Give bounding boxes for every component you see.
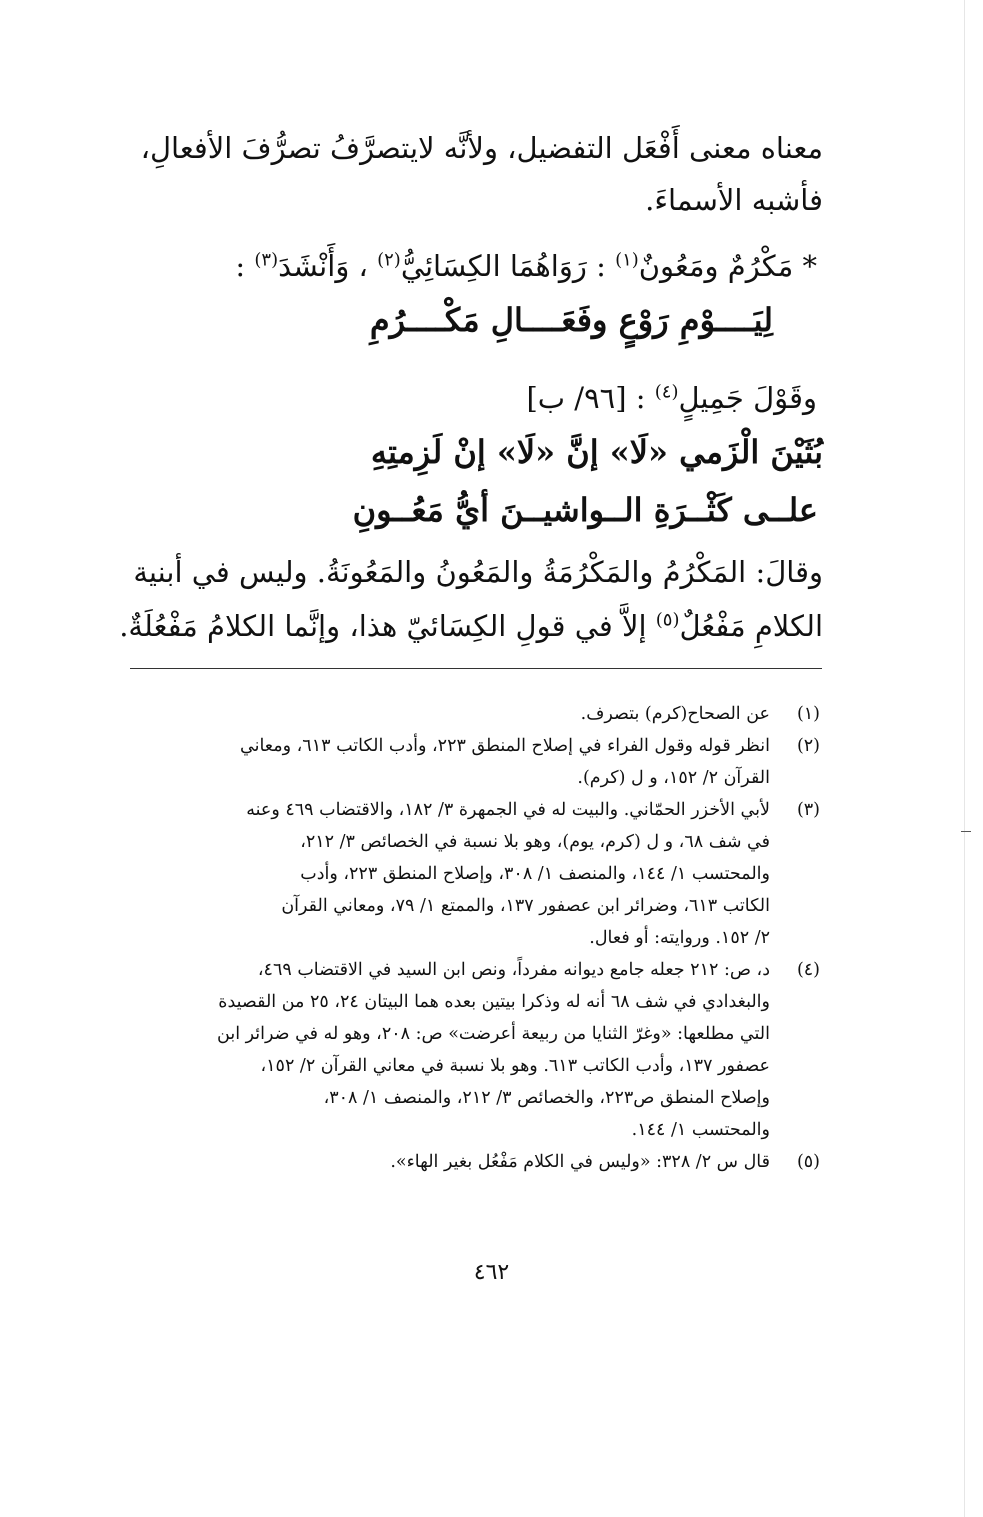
- entry-marker: *: [802, 249, 817, 283]
- footnote-ref-3: (٣): [254, 249, 279, 271]
- footnote-number: (٣): [796, 800, 820, 820]
- footnote-1: [120, 698, 820, 730]
- footnote-ref-1: (١): [615, 249, 639, 271]
- closing-paragraph-line-2: [119, 606, 823, 646]
- entry-narration: : رَوَاهُمَا الكِسَائِيُّ: [400, 249, 616, 283]
- footnote-line: وإصلاح المنطق ص٢٢٣، والخصائص ٣/ ٢١٢، والمنصف ١/ ٣٠٨،: [323, 1088, 770, 1108]
- footnote-ref-5: (٥): [655, 609, 680, 631]
- footnote-separator: [130, 668, 822, 669]
- footnote-line: القرآن ٢/ ١٥٢، و ل (كرم).: [577, 768, 770, 788]
- closing-text-a: الكلامِ مَفْعُلٌ: [679, 609, 823, 643]
- footnotes: [120, 698, 820, 1178]
- footnote-3: [120, 794, 820, 954]
- opening-paragraph-line-2: فأشبه الأسماءَ.: [645, 183, 823, 217]
- footnote-ref-4: (٤): [654, 381, 679, 403]
- verse-2-line-2: علــى كَثْــرَةِ الــواشيــنَ أيُّ مَعُــونِ: [352, 491, 818, 529]
- verse-1-line: لِيَــــوْمِ رَوْعٍ وفَعَــــالِ مَكْــــرُمِ: [369, 301, 773, 339]
- page-edge-tick: [961, 831, 971, 832]
- footnote-line: عن الصحاح(كرم) بتصرف.: [580, 704, 770, 724]
- footnote-line: والمحتسب ١/ ١٤٤، والمنصف ١/ ٣٠٨، وإصلاح المنطق ٢٢٣، وأدب: [300, 864, 770, 884]
- page-number: ٤٦٢: [473, 1260, 510, 1285]
- footnote-number: (١): [796, 704, 820, 724]
- footnote-number: (٤): [796, 960, 820, 980]
- footnote-ref-2: (٢): [377, 249, 401, 271]
- jamil-intro-line: [526, 378, 817, 418]
- opening-paragraph-line-1: معناه معنى أَفْعَل التفضيل، ولأنَّه لايتصرَّفُ تصرُّفَ الأفعالِ،: [140, 131, 823, 165]
- page-edge-line: [964, 0, 965, 1517]
- footnote-line: انظر قوله وقول الفراء في إصلاح المنطق ٢٢٣، وأدب الكاتب ٦١٣، ومعاني: [240, 736, 770, 756]
- closing-text-b: إلاَّ في قولِ الكِسَائيّ هذا، وإنَّما الكلامُ مَفْعُلَةٌ.: [119, 609, 656, 643]
- footnote-line: لأبي الأخزر الحمّاني. والبيت له في الجمهرة ٣/ ١٨٢، والاقتضاب ٤٦٩ وعنه: [246, 800, 770, 820]
- verse-2-line-1: بُثَيْنَ الْزَمي «لَا» إنَّ «لَا» إنْ لَزِمتِهِ: [370, 433, 823, 471]
- entry-recited: ، وَأَنْشَدَ: [278, 249, 378, 283]
- footnote-5: [120, 1146, 820, 1178]
- footnote-line: عصفور ١٣٧، وأدب الكاتب ٦١٣. وهو بلا نسبة في معاني القرآن ٢/ ١٥٢،: [260, 1056, 770, 1076]
- footnote-2: [120, 730, 820, 794]
- manuscript-folio-ref: : [٩٦/ ب]: [526, 381, 655, 415]
- footnote-line: والمحتسب ١/ ١٤٤.: [631, 1120, 770, 1140]
- footnote-number: (٢): [796, 736, 820, 756]
- footnote-line: د، ص: ٢١٢ جعله جامع ديوانه مفرداً، ونص ابن السيد في الاقتضاب ٤٦٩،: [257, 960, 770, 980]
- footnote-4: [120, 954, 820, 1146]
- footnote-line: والبغدادي في شف ٦٨ أنه له وذكرا بيتين بعده هما البيتان ٢٤، ٢٥ من القصيدة: [218, 992, 770, 1012]
- jamil-text: وقَوْلَ جَمِيلٍ: [678, 381, 817, 415]
- entry-word: مَكْرُمٌ ومَعُونٌ: [638, 249, 794, 283]
- footnote-line: التي مطلعها: «وغرّ الثنايا من ربيعة أعرضت» ص: ٢٠٨، وهو له في ضرائر ابن: [217, 1024, 770, 1044]
- footnote-line: في شف ٦٨، و ل (كرم، يوم)، وهو بلا نسبة في الخصائص ٣/ ٢١٢،: [300, 832, 770, 852]
- entry-colon: :: [235, 249, 255, 283]
- entry-heading-line: [235, 246, 817, 286]
- footnote-number: (٥): [796, 1152, 820, 1172]
- footnote-line: قال س ٢/ ٣٢٨: «وليس في الكلام مَفْعُل بغير الهاء».: [390, 1152, 770, 1172]
- footnote-line: ٢/ ١٥٢. وروايته: أو فعال.: [589, 928, 770, 948]
- footnote-line: الكاتب ٦١٣، وضرائر ابن عصفور ١٣٧، والممتع ١/ ٧٩، ومعاني القرآن: [281, 896, 770, 916]
- closing-paragraph-line-1: وقالَ: المَكْرُمُ والمَكْرُمَةُ والمَعُونُ والمَعُونَةُ. وليس في أبنية: [133, 555, 823, 589]
